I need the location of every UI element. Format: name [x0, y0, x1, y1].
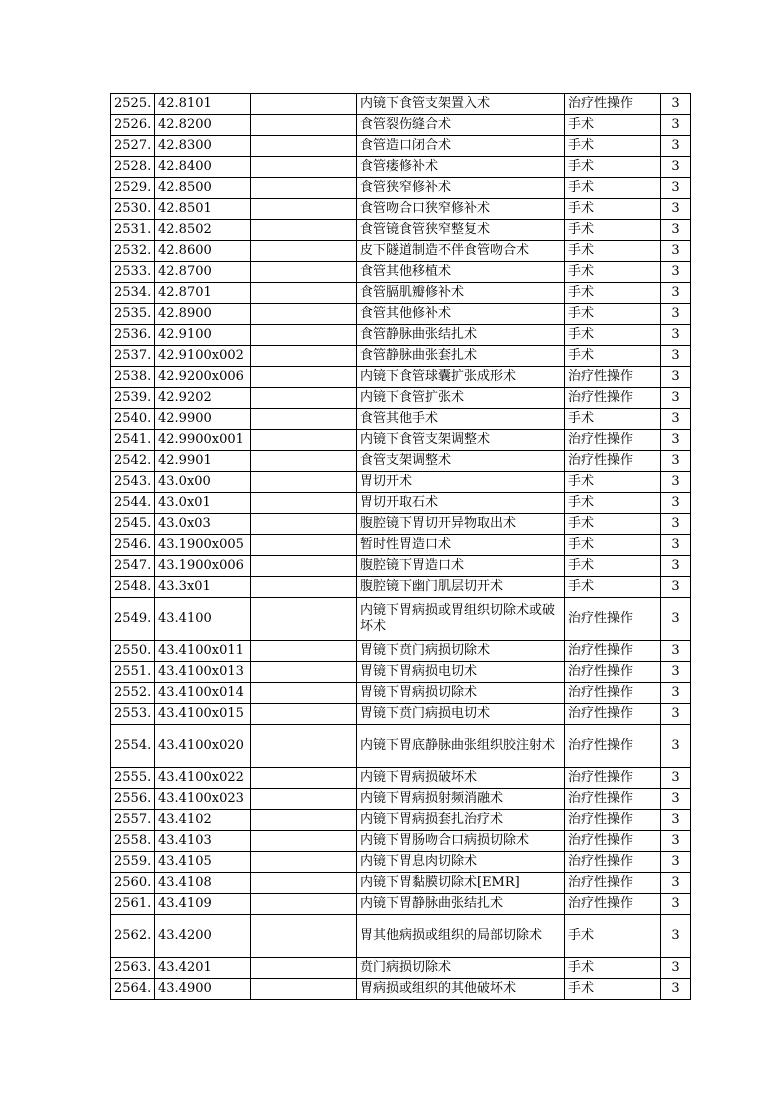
procedure-type: 手术	[565, 577, 661, 598]
row-number: 2528.	[111, 157, 155, 178]
row-number: 2543.	[111, 472, 155, 493]
empty-cell	[251, 662, 357, 683]
procedure-level: 3	[661, 115, 691, 136]
procedure-name: 胃镜下贲门病损切除术	[357, 641, 565, 662]
row-number: 2532.	[111, 241, 155, 262]
procedure-code: 43.4100x020	[155, 725, 251, 768]
procedure-type: 手术	[565, 409, 661, 430]
empty-cell	[251, 979, 357, 1000]
procedure-level: 3	[661, 704, 691, 725]
procedure-code: 42.8500	[155, 178, 251, 199]
row-number: 2553.	[111, 704, 155, 725]
procedure-name: 食管膈肌瓣修补术	[357, 283, 565, 304]
table-row	[111, 388, 691, 409]
procedure-name: 内镜下食管支架调整术	[357, 430, 565, 451]
procedure-code: 42.8701	[155, 283, 251, 304]
empty-cell	[251, 94, 357, 115]
procedure-type: 治疗性操作	[565, 388, 661, 409]
procedure-name: 内镜下胃病损套扎治疗术	[357, 810, 565, 831]
procedure-type: 治疗性操作	[565, 810, 661, 831]
procedure-code: 43.4109	[155, 894, 251, 915]
empty-cell	[251, 535, 357, 556]
table-row	[111, 979, 691, 1000]
empty-cell	[251, 577, 357, 598]
procedure-level: 3	[661, 388, 691, 409]
procedure-type: 治疗性操作	[565, 768, 661, 789]
table-row	[111, 831, 691, 852]
procedure-type: 治疗性操作	[565, 831, 661, 852]
table-row	[111, 535, 691, 556]
procedure-code: 43.3x01	[155, 577, 251, 598]
empty-cell	[251, 136, 357, 157]
table-row	[111, 157, 691, 178]
empty-cell	[251, 958, 357, 979]
empty-cell	[251, 409, 357, 430]
procedure-code: 42.9200x006	[155, 367, 251, 388]
row-number: 2548.	[111, 577, 155, 598]
procedure-name: 食管狭窄修补术	[357, 178, 565, 199]
procedure-level: 3	[661, 556, 691, 577]
procedure-code: 43.4105	[155, 852, 251, 873]
empty-cell	[251, 704, 357, 725]
table-row	[111, 810, 691, 831]
procedure-name: 胃切开术	[357, 472, 565, 493]
procedure-level: 3	[661, 873, 691, 894]
row-number: 2546.	[111, 535, 155, 556]
empty-cell	[251, 810, 357, 831]
procedure-level: 3	[661, 325, 691, 346]
procedure-name: 食管裂伤缝合术	[357, 115, 565, 136]
row-number: 2560.	[111, 873, 155, 894]
row-number: 2562.	[111, 915, 155, 958]
procedure-type: 手术	[565, 493, 661, 514]
table-row	[111, 220, 691, 241]
empty-cell	[251, 241, 357, 262]
procedure-type: 治疗性操作	[565, 367, 661, 388]
table-row	[111, 94, 691, 115]
procedure-code: 43.4100x015	[155, 704, 251, 725]
procedure-code: 43.0x00	[155, 472, 251, 493]
procedure-level: 3	[661, 94, 691, 115]
procedure-name: 皮下隧道制造不伴食管吻合术	[357, 241, 565, 262]
procedure-type: 治疗性操作	[565, 873, 661, 894]
procedure-code: 42.9202	[155, 388, 251, 409]
procedure-type: 手术	[565, 472, 661, 493]
procedure-code: 42.8400	[155, 157, 251, 178]
procedure-name: 胃切开取石术	[357, 493, 565, 514]
procedure-code: 42.8900	[155, 304, 251, 325]
table-row	[111, 789, 691, 810]
procedure-name: 暂时性胃造口术	[357, 535, 565, 556]
procedure-level: 3	[661, 789, 691, 810]
empty-cell	[251, 283, 357, 304]
procedure-level: 3	[661, 367, 691, 388]
row-number: 2541.	[111, 430, 155, 451]
empty-cell	[251, 683, 357, 704]
table-row	[111, 115, 691, 136]
procedure-code: 43.4100x013	[155, 662, 251, 683]
empty-cell	[251, 262, 357, 283]
procedure-code: 43.4102	[155, 810, 251, 831]
table-row	[111, 451, 691, 472]
table-row	[111, 725, 691, 768]
row-number: 2530.	[111, 199, 155, 220]
procedure-type: 手术	[565, 514, 661, 535]
table-row	[111, 136, 691, 157]
table-row	[111, 325, 691, 346]
procedure-type: 手术	[565, 157, 661, 178]
procedure-name: 胃镜下胃病损切除术	[357, 683, 565, 704]
empty-cell	[251, 873, 357, 894]
procedure-level: 3	[661, 915, 691, 958]
row-number: 2561.	[111, 894, 155, 915]
procedure-level: 3	[661, 220, 691, 241]
empty-cell	[251, 304, 357, 325]
procedure-code: 43.1900x005	[155, 535, 251, 556]
row-number: 2531.	[111, 220, 155, 241]
procedure-type: 手术	[565, 915, 661, 958]
row-number: 2556.	[111, 789, 155, 810]
table-row	[111, 262, 691, 283]
procedure-name: 胃镜下胃病损电切术	[357, 662, 565, 683]
procedure-code: 42.8101	[155, 94, 251, 115]
procedure-name: 内镜下胃底静脉曲张组织胶注射术	[357, 725, 565, 768]
procedure-type: 手术	[565, 115, 661, 136]
procedure-type: 手术	[565, 220, 661, 241]
empty-cell	[251, 915, 357, 958]
row-number: 2536.	[111, 325, 155, 346]
procedure-code: 43.4100x023	[155, 789, 251, 810]
table-row	[111, 768, 691, 789]
table-row	[111, 873, 691, 894]
procedure-level: 3	[661, 641, 691, 662]
procedure-level: 3	[661, 577, 691, 598]
procedure-name: 内镜下食管球囊扩张成形术	[357, 367, 565, 388]
procedure-code: 43.1900x006	[155, 556, 251, 577]
procedure-code: 42.9900x001	[155, 430, 251, 451]
empty-cell	[251, 852, 357, 873]
procedure-code: 42.8502	[155, 220, 251, 241]
table-body	[111, 94, 691, 1000]
empty-cell	[251, 178, 357, 199]
row-number: 2537.	[111, 346, 155, 367]
procedure-code: 42.8300	[155, 136, 251, 157]
table-row	[111, 641, 691, 662]
procedure-level: 3	[661, 768, 691, 789]
procedure-level: 3	[661, 283, 691, 304]
procedure-type: 手术	[565, 535, 661, 556]
procedure-type: 手术	[565, 241, 661, 262]
row-number: 2529.	[111, 178, 155, 199]
table-row	[111, 178, 691, 199]
table-row	[111, 683, 691, 704]
row-number: 2538.	[111, 367, 155, 388]
procedure-type: 治疗性操作	[565, 430, 661, 451]
table-row	[111, 304, 691, 325]
procedure-type: 手术	[565, 262, 661, 283]
procedure-type: 治疗性操作	[565, 641, 661, 662]
empty-cell	[251, 325, 357, 346]
table-row	[111, 514, 691, 535]
procedure-level: 3	[661, 199, 691, 220]
procedure-level: 3	[661, 304, 691, 325]
procedure-name: 内镜下胃静脉曲张结扎术	[357, 894, 565, 915]
empty-cell	[251, 430, 357, 451]
procedure-level: 3	[661, 810, 691, 831]
row-number: 2525.	[111, 94, 155, 115]
empty-cell	[251, 768, 357, 789]
procedure-code: 43.4200	[155, 915, 251, 958]
empty-cell	[251, 157, 357, 178]
row-number: 2555.	[111, 768, 155, 789]
empty-cell	[251, 641, 357, 662]
procedure-name: 内镜下胃息肉切除术	[357, 852, 565, 873]
procedure-level: 3	[661, 451, 691, 472]
procedure-code: 43.4900	[155, 979, 251, 1000]
procedure-name: 腹腔镜下幽门肌层切开术	[357, 577, 565, 598]
row-number: 2551.	[111, 662, 155, 683]
empty-cell	[251, 451, 357, 472]
procedure-code-table	[110, 93, 691, 1000]
procedure-name: 食管静脉曲张套扎术	[357, 346, 565, 367]
procedure-level: 3	[661, 831, 691, 852]
table-row	[111, 367, 691, 388]
procedure-type: 手术	[565, 304, 661, 325]
row-number: 2540.	[111, 409, 155, 430]
table-row	[111, 346, 691, 367]
procedure-code: 43.4100	[155, 598, 251, 641]
procedure-code: 43.0x01	[155, 493, 251, 514]
procedure-level: 3	[661, 472, 691, 493]
procedure-code: 42.8600	[155, 241, 251, 262]
procedure-type: 治疗性操作	[565, 451, 661, 472]
empty-cell	[251, 199, 357, 220]
row-number: 2563.	[111, 958, 155, 979]
procedure-level: 3	[661, 409, 691, 430]
empty-cell	[251, 831, 357, 852]
procedure-level: 3	[661, 894, 691, 915]
procedure-name: 食管镜食管狭窄整复术	[357, 220, 565, 241]
row-number: 2557.	[111, 810, 155, 831]
procedure-level: 3	[661, 346, 691, 367]
procedure-type: 治疗性操作	[565, 94, 661, 115]
procedure-code: 43.4100x022	[155, 768, 251, 789]
table-row	[111, 852, 691, 873]
table-row	[111, 704, 691, 725]
row-number: 2559.	[111, 852, 155, 873]
procedure-name: 胃病损或组织的其他破坏术	[357, 979, 565, 1000]
procedure-code: 42.8501	[155, 199, 251, 220]
table-row	[111, 958, 691, 979]
empty-cell	[251, 556, 357, 577]
procedure-type: 治疗性操作	[565, 662, 661, 683]
procedure-level: 3	[661, 535, 691, 556]
procedure-code: 43.4100x011	[155, 641, 251, 662]
empty-cell	[251, 789, 357, 810]
procedure-level: 3	[661, 493, 691, 514]
row-number: 2527.	[111, 136, 155, 157]
procedure-name: 胃其他病损或组织的局部切除术	[357, 915, 565, 958]
procedure-name: 食管支架调整术	[357, 451, 565, 472]
procedure-code: 43.4100x014	[155, 683, 251, 704]
procedure-type: 手术	[565, 199, 661, 220]
procedure-name: 内镜下食管支架置入术	[357, 94, 565, 115]
table-row	[111, 241, 691, 262]
row-number: 2550.	[111, 641, 155, 662]
procedure-type: 治疗性操作	[565, 789, 661, 810]
row-number: 2539.	[111, 388, 155, 409]
procedure-level: 3	[661, 598, 691, 641]
procedure-name: 食管其他移植术	[357, 262, 565, 283]
row-number: 2549.	[111, 598, 155, 641]
table-row	[111, 894, 691, 915]
procedure-name: 内镜下胃病损射频消融术	[357, 789, 565, 810]
procedure-name: 食管吻合口狭窄修补术	[357, 199, 565, 220]
row-number: 2526.	[111, 115, 155, 136]
procedure-level: 3	[661, 683, 691, 704]
procedure-name: 内镜下胃黏膜切除术[EMR]	[357, 873, 565, 894]
procedure-code: 42.9900	[155, 409, 251, 430]
procedure-type: 手术	[565, 958, 661, 979]
procedure-level: 3	[661, 979, 691, 1000]
procedure-name: 胃镜下贲门病损电切术	[357, 704, 565, 725]
empty-cell	[251, 346, 357, 367]
procedure-level: 3	[661, 178, 691, 199]
table-row	[111, 577, 691, 598]
empty-cell	[251, 725, 357, 768]
procedure-level: 3	[661, 958, 691, 979]
row-number: 2558.	[111, 831, 155, 852]
table-row	[111, 283, 691, 304]
table-row	[111, 915, 691, 958]
table-row	[111, 493, 691, 514]
procedure-code: 42.8200	[155, 115, 251, 136]
empty-cell	[251, 514, 357, 535]
procedure-type: 手术	[565, 325, 661, 346]
procedure-code: 42.9100	[155, 325, 251, 346]
procedure-level: 3	[661, 430, 691, 451]
procedure-type: 治疗性操作	[565, 683, 661, 704]
empty-cell	[251, 115, 357, 136]
procedure-type: 手术	[565, 979, 661, 1000]
empty-cell	[251, 388, 357, 409]
row-number: 2544.	[111, 493, 155, 514]
row-number: 2547.	[111, 556, 155, 577]
procedure-level: 3	[661, 725, 691, 768]
table-row	[111, 556, 691, 577]
table-row	[111, 598, 691, 641]
procedure-name: 内镜下食管扩张术	[357, 388, 565, 409]
procedure-level: 3	[661, 157, 691, 178]
empty-cell	[251, 220, 357, 241]
empty-cell	[251, 472, 357, 493]
procedure-level: 3	[661, 852, 691, 873]
row-number: 2535.	[111, 304, 155, 325]
procedure-type: 治疗性操作	[565, 894, 661, 915]
table-row	[111, 472, 691, 493]
procedure-type: 手术	[565, 178, 661, 199]
procedure-type: 手术	[565, 346, 661, 367]
procedure-type: 治疗性操作	[565, 704, 661, 725]
procedure-name: 食管造口闭合术	[357, 136, 565, 157]
row-number: 2545.	[111, 514, 155, 535]
procedure-code: 43.4108	[155, 873, 251, 894]
procedure-code: 42.9100x002	[155, 346, 251, 367]
procedure-level: 3	[661, 514, 691, 535]
table-row	[111, 409, 691, 430]
procedure-code: 43.0x03	[155, 514, 251, 535]
procedure-code: 42.8700	[155, 262, 251, 283]
procedure-type: 治疗性操作	[565, 852, 661, 873]
row-number: 2564.	[111, 979, 155, 1000]
procedure-type: 治疗性操作	[565, 725, 661, 768]
procedure-code: 43.4103	[155, 831, 251, 852]
procedure-level: 3	[661, 262, 691, 283]
procedure-level: 3	[661, 136, 691, 157]
empty-cell	[251, 367, 357, 388]
procedure-type: 手术	[565, 556, 661, 577]
procedure-code: 42.9901	[155, 451, 251, 472]
row-number: 2554.	[111, 725, 155, 768]
procedure-name: 贲门病损切除术	[357, 958, 565, 979]
procedure-type: 手术	[565, 136, 661, 157]
procedure-code: 43.4201	[155, 958, 251, 979]
row-number: 2552.	[111, 683, 155, 704]
procedure-name: 食管其他手术	[357, 409, 565, 430]
empty-cell	[251, 493, 357, 514]
procedure-name: 食管其他修补术	[357, 304, 565, 325]
row-number: 2533.	[111, 262, 155, 283]
procedure-name: 内镜下胃肠吻合口病损切除术	[357, 831, 565, 852]
table-row	[111, 199, 691, 220]
procedure-name: 内镜下胃病损破坏术	[357, 768, 565, 789]
table-row	[111, 662, 691, 683]
row-number: 2542.	[111, 451, 155, 472]
procedure-name: 食管瘘修补术	[357, 157, 565, 178]
procedure-level: 3	[661, 241, 691, 262]
empty-cell	[251, 894, 357, 915]
procedure-name: 腹腔镜下胃切开异物取出术	[357, 514, 565, 535]
table-row	[111, 430, 691, 451]
procedure-name: 食管静脉曲张结扎术	[357, 325, 565, 346]
procedure-level: 3	[661, 662, 691, 683]
procedure-name: 腹腔镜下胃造口术	[357, 556, 565, 577]
row-number: 2534.	[111, 283, 155, 304]
procedure-type: 治疗性操作	[565, 598, 661, 641]
empty-cell	[251, 598, 357, 641]
procedure-name: 内镜下胃病损或胃组织切除术或破坏术	[357, 598, 565, 641]
procedure-type: 手术	[565, 283, 661, 304]
